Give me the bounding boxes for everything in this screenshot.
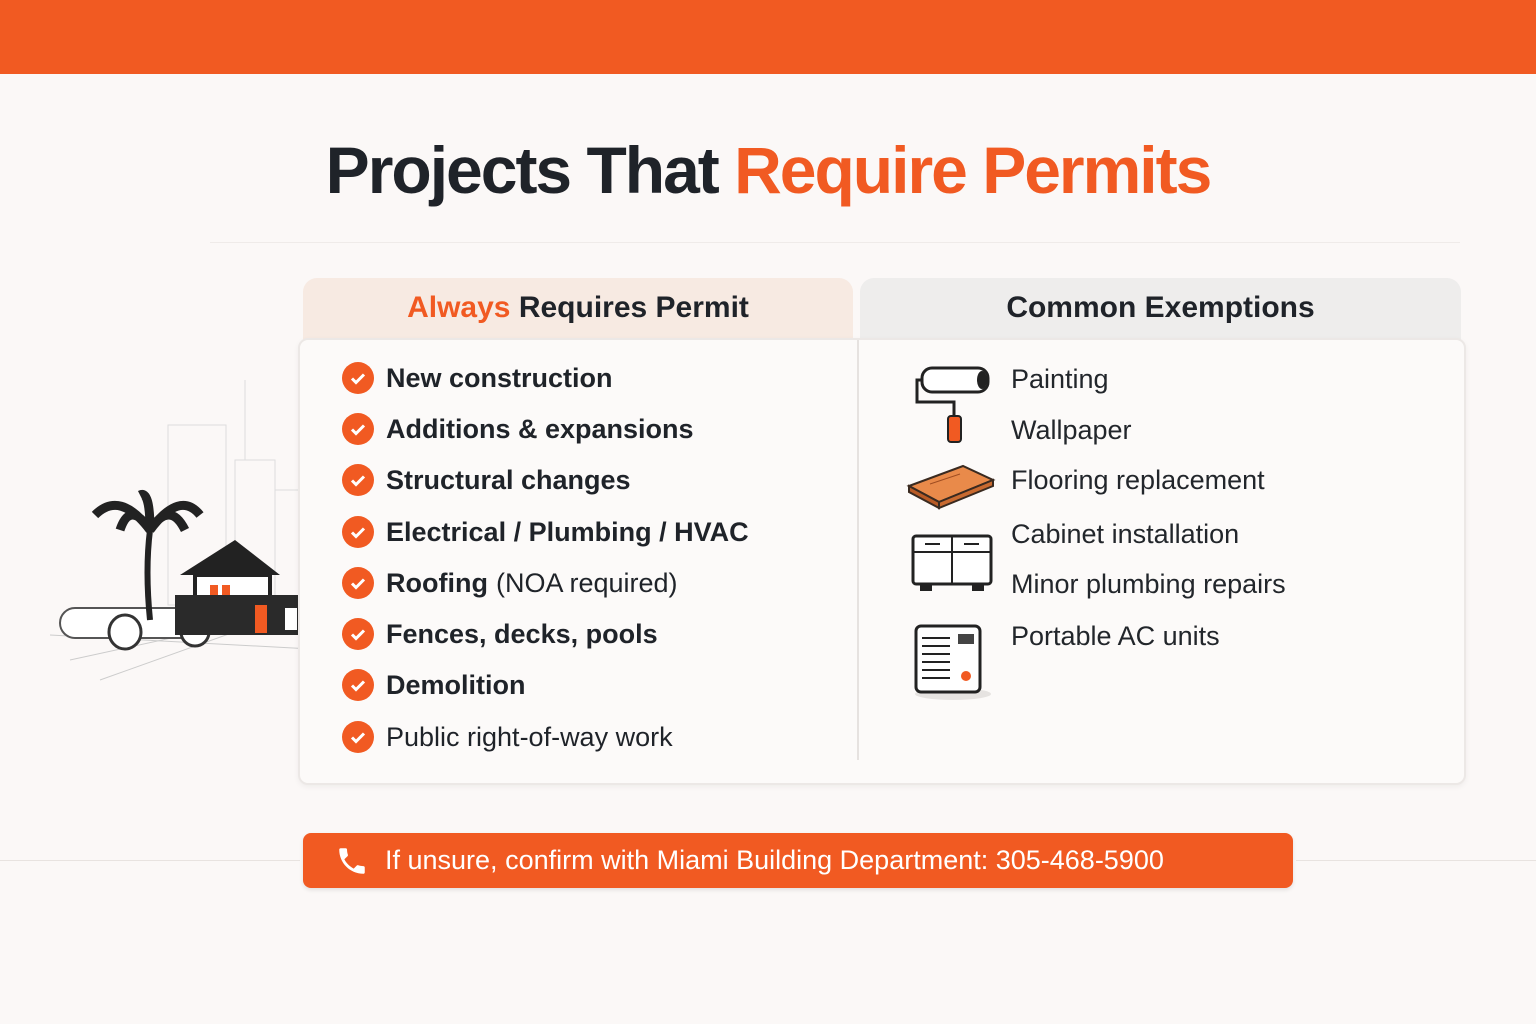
- item-label: Additions & expansions: [386, 413, 694, 444]
- exemptions-header: Common Exemptions: [860, 278, 1461, 340]
- check-circle-icon: [342, 413, 374, 445]
- check-circle-icon: [342, 362, 374, 394]
- page-title: [0, 132, 1536, 208]
- item-note: (NOA required): [495, 567, 678, 598]
- always-item: [342, 412, 694, 446]
- title-divider: [210, 242, 1460, 243]
- exemption-item: Painting: [1011, 364, 1109, 394]
- exemption-item: Wallpaper: [1011, 415, 1132, 445]
- title-part1: Projects That: [325, 133, 718, 207]
- banner-text: If unsure, confirm with Miami Building Department: 305-468-5900: [385, 845, 1164, 875]
- exemption-item: Portable AC units: [1011, 621, 1220, 651]
- item-label: Electrical / Plumbing / HVAC: [386, 516, 749, 547]
- check-circle-icon: [342, 721, 374, 753]
- exemption-item: Cabinet installation: [1011, 519, 1240, 549]
- always-item: [342, 668, 526, 702]
- check-circle-icon: [342, 669, 374, 701]
- phone-icon: [335, 844, 369, 878]
- cabinet-icon: [910, 532, 995, 596]
- item-label: Roofing: [386, 567, 488, 598]
- title-accent: Require Permits: [734, 133, 1211, 207]
- item-label: Demolition: [386, 669, 526, 700]
- item-note: Public right-of-way work: [386, 721, 673, 752]
- header-rest: Requires Permit: [518, 291, 749, 324]
- always-item: [342, 566, 678, 600]
- check-circle-icon: [342, 567, 374, 599]
- contact-banner: [303, 833, 1293, 888]
- item-label: Structural changes: [386, 464, 631, 495]
- always-item: [342, 361, 613, 395]
- column-divider: [857, 340, 859, 760]
- banner-line-left: [0, 860, 300, 861]
- check-circle-icon: [342, 516, 374, 548]
- portable-ac-icon: [908, 620, 998, 705]
- check-circle-icon: [342, 464, 374, 496]
- item-label: New construction: [386, 362, 613, 393]
- exemption-item: Flooring replacement: [1011, 465, 1265, 495]
- item-label: Fences, decks, pools: [386, 618, 658, 649]
- banner-line-right: [1296, 860, 1536, 861]
- paint-roller-icon: [912, 362, 997, 447]
- always-item: [342, 617, 658, 651]
- always-item: [342, 463, 631, 497]
- always-item: [342, 515, 749, 549]
- header-accent: Always: [407, 291, 511, 324]
- check-circle-icon: [342, 618, 374, 650]
- top-bar: [0, 0, 1536, 74]
- exemption-item: Minor plumbing repairs: [1011, 569, 1286, 599]
- wood-plank-icon: [905, 462, 997, 512]
- always-item: [342, 720, 673, 754]
- permits-card: [298, 338, 1466, 785]
- always-requires-header: [303, 278, 853, 340]
- house-city-illustration-icon: [40, 380, 340, 690]
